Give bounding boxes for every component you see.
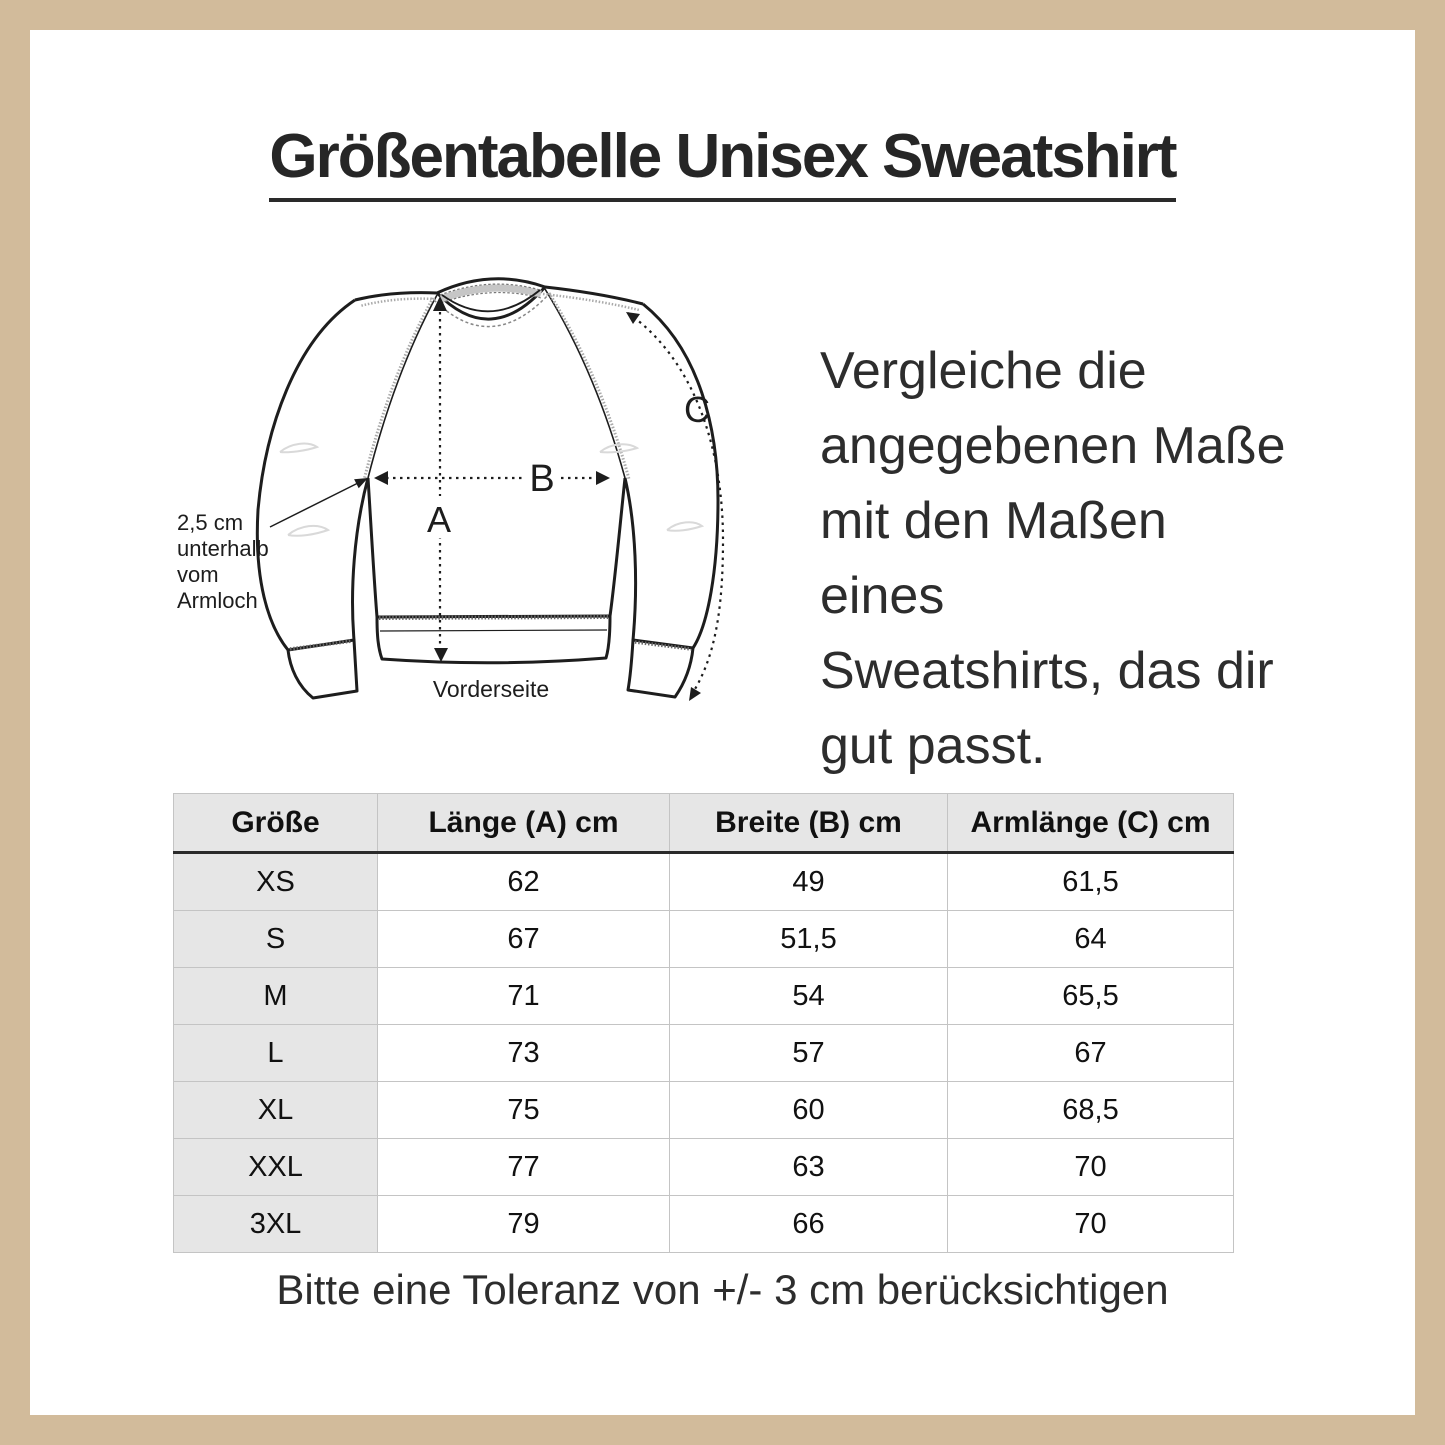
table-row bbox=[174, 1139, 1234, 1196]
label-b: B bbox=[529, 458, 555, 500]
table-row bbox=[174, 968, 1234, 1025]
width-cell: 54 bbox=[670, 968, 948, 1025]
sleeve-cell: 64 bbox=[948, 911, 1234, 968]
sleeve-cell: 70 bbox=[948, 1196, 1234, 1253]
size-cell: L bbox=[174, 1025, 378, 1082]
size-table bbox=[173, 793, 1234, 1253]
size-cell: M bbox=[174, 968, 378, 1025]
sleeve-cell: 67 bbox=[948, 1025, 1234, 1082]
width-cell: 63 bbox=[670, 1139, 948, 1196]
header-length: Länge (A) cm bbox=[378, 794, 670, 853]
size-cell: S bbox=[174, 911, 378, 968]
intro-text bbox=[820, 334, 1290, 784]
size-cell: XL bbox=[174, 1082, 378, 1139]
size-cell: XS bbox=[174, 853, 378, 911]
underarm-annotation-line2: unterhalb bbox=[177, 536, 269, 561]
label-a: A bbox=[426, 499, 452, 540]
size-cell: 3XL bbox=[174, 1196, 378, 1253]
length-cell: 75 bbox=[378, 1082, 670, 1139]
header-sleeve: Armlänge (C) cm bbox=[948, 794, 1234, 853]
diagram-caption: Vorderseite bbox=[432, 676, 550, 702]
length-cell: 77 bbox=[378, 1139, 670, 1196]
table-row bbox=[174, 1082, 1234, 1139]
width-cell: 60 bbox=[670, 1082, 948, 1139]
length-cell: 79 bbox=[378, 1196, 670, 1253]
sleeve-cell: 61,5 bbox=[948, 853, 1234, 911]
right-cuff bbox=[628, 640, 693, 697]
table-header-row bbox=[174, 794, 1234, 853]
sweatshirt-diagram bbox=[140, 250, 800, 730]
sleeve-cell: 65,5 bbox=[948, 968, 1234, 1025]
page-title bbox=[30, 122, 1415, 202]
width-cell: 66 bbox=[670, 1196, 948, 1253]
header-width: Breite (B) cm bbox=[670, 794, 948, 853]
width-cell: 51,5 bbox=[670, 911, 948, 968]
length-cell: 67 bbox=[378, 911, 670, 968]
width-cell: 49 bbox=[670, 853, 948, 911]
table-row bbox=[174, 1196, 1234, 1253]
table-row bbox=[174, 1025, 1234, 1082]
underarm-annotation-line3: vom bbox=[177, 562, 219, 587]
intro-line: gut passt. bbox=[820, 717, 1046, 775]
header-size: Größe bbox=[174, 794, 378, 853]
content-sheet bbox=[30, 30, 1415, 1415]
intro-line: Vergleiche die bbox=[820, 342, 1147, 400]
sleeve-cell: 70 bbox=[948, 1139, 1234, 1196]
left-cuff bbox=[288, 640, 357, 698]
length-cell: 71 bbox=[378, 968, 670, 1025]
intro-line: angegebenen Maße bbox=[820, 417, 1286, 475]
intro-line: Sweatshirts, das dir bbox=[820, 642, 1274, 700]
table-row bbox=[174, 853, 1234, 911]
intro-line: mit den Maßen eines bbox=[820, 492, 1167, 625]
tolerance-note: Bitte eine Toleranz von +/- 3 cm berücksichtigen bbox=[276, 1266, 1169, 1313]
width-cell: 57 bbox=[670, 1025, 948, 1082]
underarm-annotation-line1: 2,5 cm bbox=[177, 510, 244, 535]
size-cell: XXL bbox=[174, 1139, 378, 1196]
page-title-text: Größentabelle Unisex Sweatshirt bbox=[269, 122, 1175, 202]
table-row bbox=[174, 911, 1234, 968]
waistband bbox=[377, 616, 610, 663]
underarm-annotation-line4: Armloch bbox=[177, 588, 258, 613]
length-cell: 62 bbox=[378, 853, 670, 911]
label-c: C bbox=[684, 389, 710, 430]
sleeve-cell: 68,5 bbox=[948, 1082, 1234, 1139]
length-cell: 73 bbox=[378, 1025, 670, 1082]
